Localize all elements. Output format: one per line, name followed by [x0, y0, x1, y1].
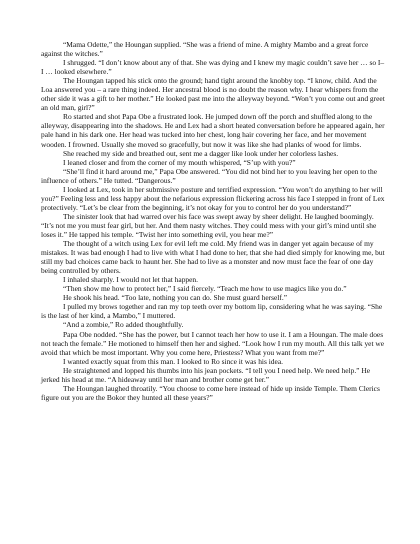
- paragraph-5: She reached my side and breathed out, sent me a dagger like look under her colorless lashes.: [63, 148, 339, 158]
- paragraph-10: The thought of a witch using Lex for evil left me cold. My friend was in danger yet again because of my mistakes. It was bad enough I had to live with what I had done to her, that she had died simply for knowing me, but still my bad choices came back to haunt her. She had to live as a monster and now must face the fear of one day being controlled by others.: [41, 239, 385, 276]
- paragraph-9: The sinister look that had warred over his face was swept away by sheer delight. He laughed boomingly. “It’s not me you must fear girl, but her. And them nasty witches. They could mess with your girl’s mind until she loses it.” He tapped his temple. “Twist her into something evil, you hear me?”: [41, 211, 377, 239]
- paragraph-16: Papa Obe nodded. “She has the power, but I cannot teach her how to use it. I am a Houngan. The male does not teach the female.” He motioned to himself then her and sighed. “Look how I run my mouth. All this talk yet we avoid that which be most important. Why you come here, Priestess? What you want from me?”: [41, 329, 385, 357]
- paragraph-3: The Houngan tapped his stick onto the ground; hand tight around the knobby top. “I know, child. And the Loa answered you – a rare thing indeed. Her ancestral blood is no doubt the reason why. I hear whispers from the other side it was a gift to her mother.” He looked past me into the alleyway beyond. “Won’t you come out and greet an old man, girl?”: [41, 76, 385, 113]
- paragraph-18: He straightened and lopped his thumbs into his jean pockets. “I tell you I need help. We need help.” He jerked his head at me. “A hideaway until her man and brother come get her.”: [41, 365, 371, 384]
- paragraph-12: “Then show me how to protect her,” I said fiercely. “Teach me how to use magics like you do.”: [63, 284, 347, 294]
- paragraph-19: The Houngan laughed throatily. “You choose to come here instead of hide up inside Temple. Them Clerics figure out you are the Bokor they hunted all these years?”: [41, 383, 380, 402]
- paragraph-1: “Mama Odette,” the Houngan supplied. “She was a friend of mine. A mighty Mambo and a great force against the witches.”: [41, 40, 369, 59]
- paragraph-11: I inhaled sharply. I would not let that happen.: [63, 275, 199, 285]
- paragraph-8: I looked at Lex, took in her submissive posture and terrified expression. “You won’t do anything to her will you?” Feeling less and less happy about the nefarious expression flickering across his face I stepped in front of Lex protectively. “Let’s be clear from the beginning, it’s not okay for you to control her do you understand?”: [41, 184, 385, 212]
- paragraph-14: I pulled my brows together and ran my top teeth over my bottom lip, considering what he was saying. “She is the last of her kind, a Mambo,” I muttered.: [41, 302, 383, 321]
- paragraph-6: I leaned closer and from the corner of my mouth whispered, “S’up with you?”: [63, 157, 296, 167]
- paragraph-17: I wanted exactly squat from this man. I looked to Ro since it was his idea.: [63, 356, 283, 366]
- paragraph-15: “And a zombie,” Ro added thoughtfully.: [63, 320, 184, 330]
- paragraph-2: I shrugged. “I don’t know about any of that. She was dying and I knew my magic couldn’t save her … so I– I … looked elsewhere.”: [41, 58, 385, 77]
- paragraph-13: He shook his head. “Too late, nothing you can do. She must guard herself.”: [63, 293, 287, 303]
- paragraph-4: Ro started and shot Papa Obe a frustrated look. He jumped down off the porch and shuffled along to the alleyway, disappearing into the shadows. He and Lex had a short heated conversation before he appeared again, her pale hand in his dark one. Her head was tucked into her chest, long hair covering her face, and her movement wooden. I frowned. Usually she moved so gracefully, but now it was like she had planks of wood for limbs.: [41, 112, 385, 149]
- paragraph-7: “She’ll find it hard around me,” Papa Obe answered. “You did not bind her to you leaving her open to the influence of others.” He tutted. “Dangerous.”: [41, 166, 378, 185]
